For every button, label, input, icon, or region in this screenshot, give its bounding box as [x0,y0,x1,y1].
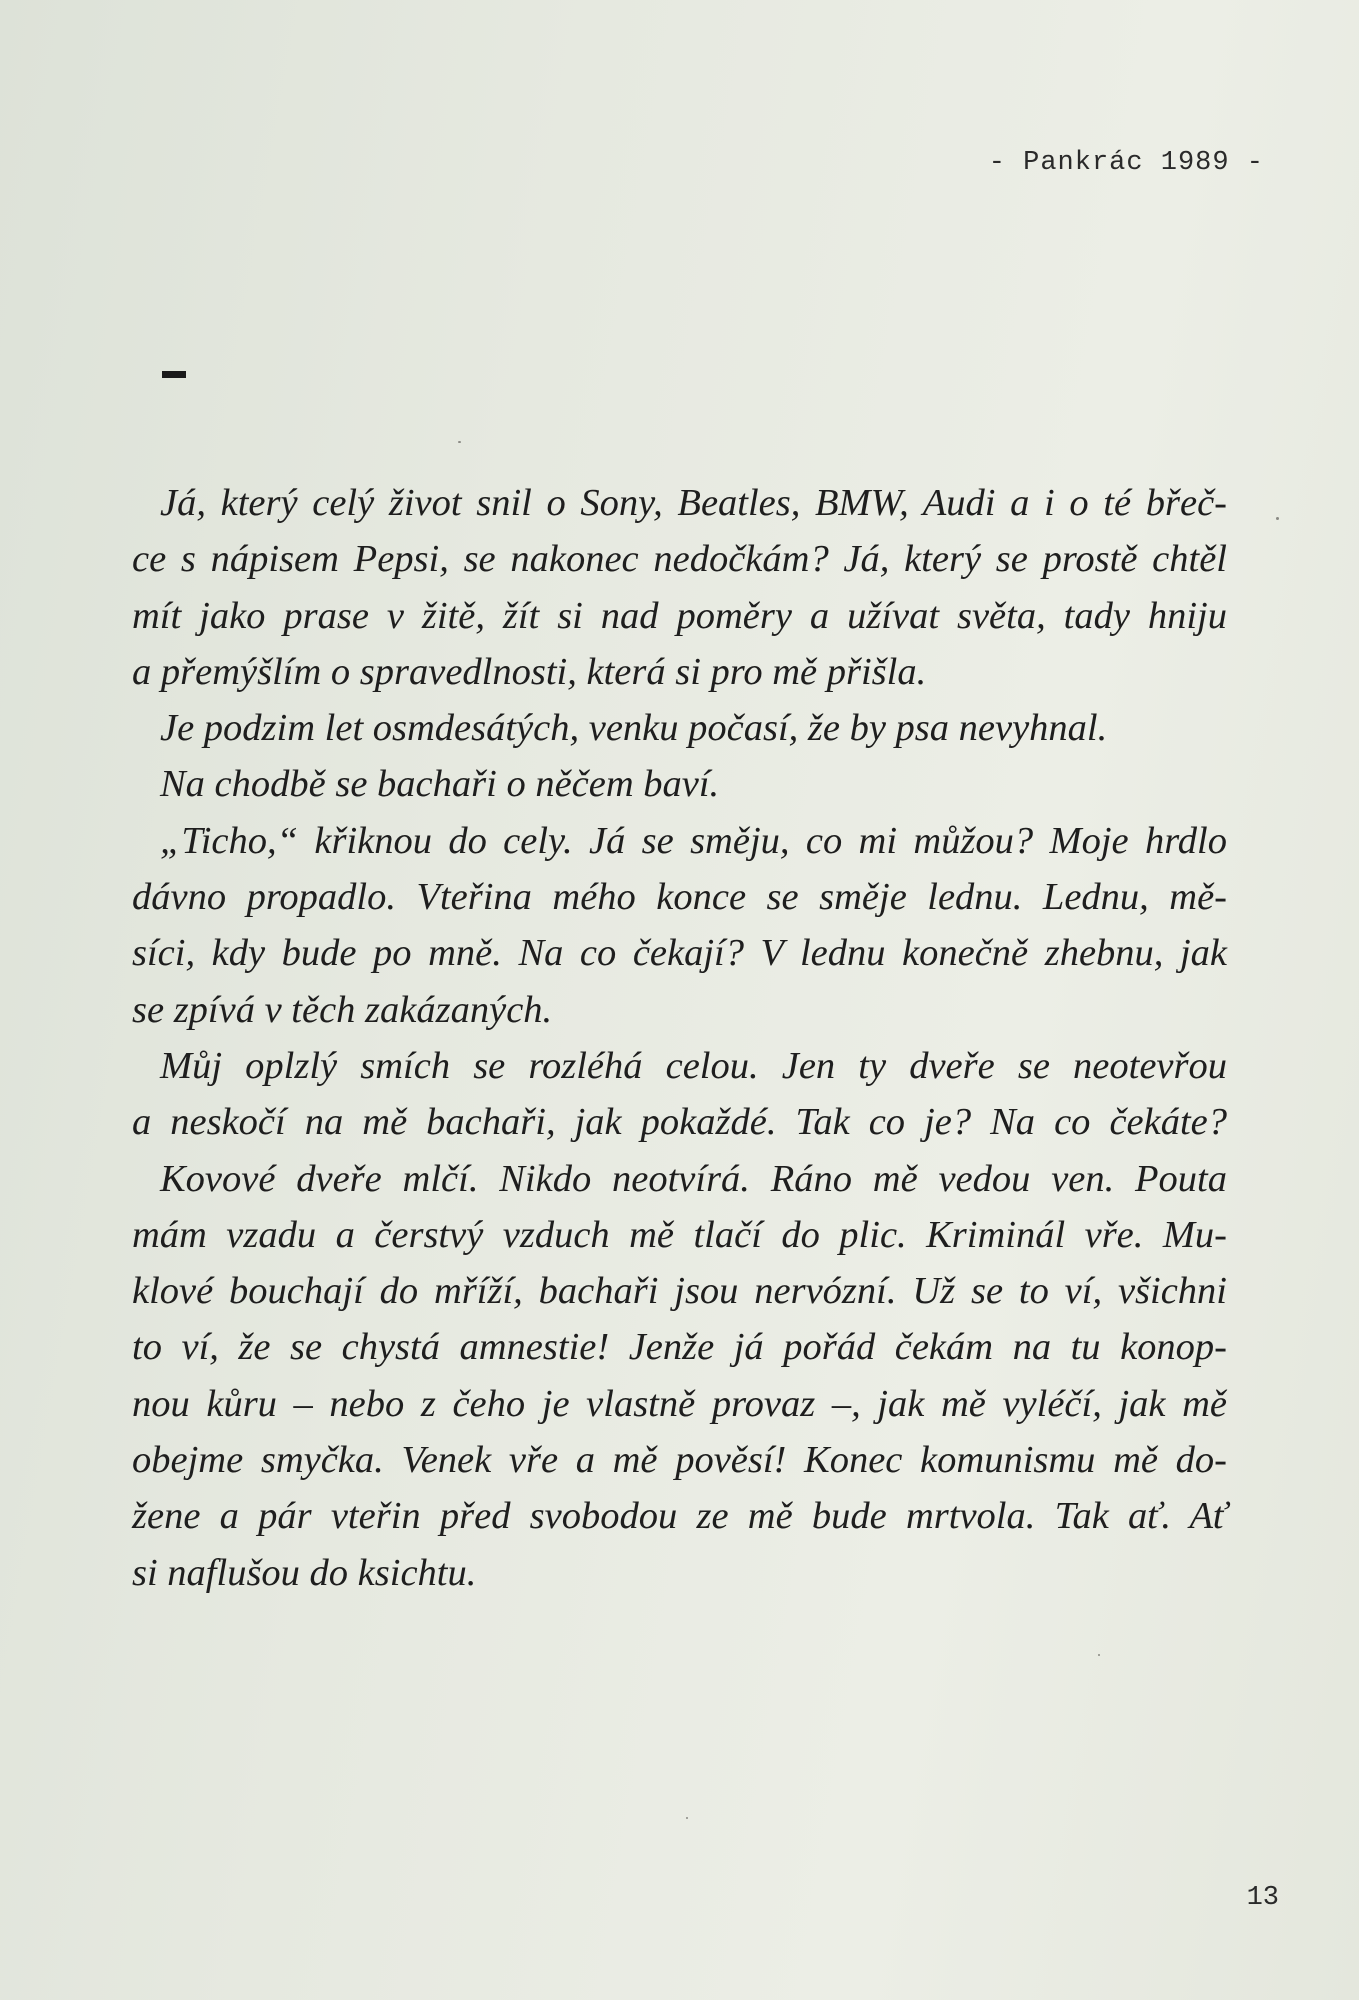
paper-speck [686,1817,688,1819]
text-line: ce s nápisem Pepsi, se nakonec nedočkám? Já, který se prostě chtěl [132,538,1227,581]
text-line: mít jako prase v žitě, žít si nad poměry a užívat světa, tady hniju [132,594,1227,637]
text-line: Na chodbě se bachaři o něčem baví. [160,763,720,806]
text-line: Já, který celý život snil o Sony, Beatles, BMW, Audi a i o té břeč- [160,482,1227,524]
text-line: klové bouchají do mříží, bachaři jsou nervózní. Už se to ví, všichni [132,1270,1227,1313]
text-line: Můj oplzlý smích se rozléhá celou. Jen ty dveře se neotevřou [160,1044,1227,1087]
paper-speck [1098,1654,1100,1656]
text-line: Je podzim let osmdesátých, venku počasí, že by psa nevyhnal. [160,707,1108,750]
page-number: 13 [1246,1883,1279,1913]
text-line: mám vzadu a čerstvý vzduch mě tlačí do plic. Kriminál vře. Mu- [132,1213,1227,1256]
section-dash-mark [162,371,186,378]
paper-speck [458,441,461,443]
text-line: si naflušou do ksichtu. [132,1551,477,1594]
text-line: nou kůru – nebo z čeho je vlastně provaz –, jak mě vyléčí, jak mě [132,1382,1227,1425]
text-line: a neskočí na mě bachaři, jak pokaždé. Tak co je? Na co čekáte? [132,1101,1227,1144]
text-line: se zpívá v těch zakázaných. [132,988,553,1031]
text-line: žene a pár vteřin před svobodou ze mě bude mrtvola. Tak ať. Ať [132,1495,1227,1538]
text-line: to ví, že se chystá amnestie! Jenže já pořád čekám na tu konop- [132,1326,1227,1369]
running-header: - Pankrác 1989 - [988,148,1264,178]
text-line: „Ticho,“ křiknou do cely. Já se směju, co mi můžou? Moje hrdlo [160,819,1227,862]
text-line: Kovové dveře mlčí. Nikdo neotvírá. Ráno mě vedou ven. Pouta [160,1157,1227,1200]
text-line: síci, kdy bude po mně. Na co čekají? V lednu konečně zhebnu, jak [132,932,1227,975]
text-line: dávno propadlo. Vteřina mého konce se směje lednu. Lednu, mě- [132,876,1227,919]
paper-speck [1276,517,1279,520]
text-line: a přemýšlím o spravedlnosti, která si pro mě přišla. [132,650,927,693]
body-text [132,475,1227,1601]
text-line: obejme smyčka. Venek vře a mě pověsí! Konec komunismu mě do- [132,1439,1227,1482]
